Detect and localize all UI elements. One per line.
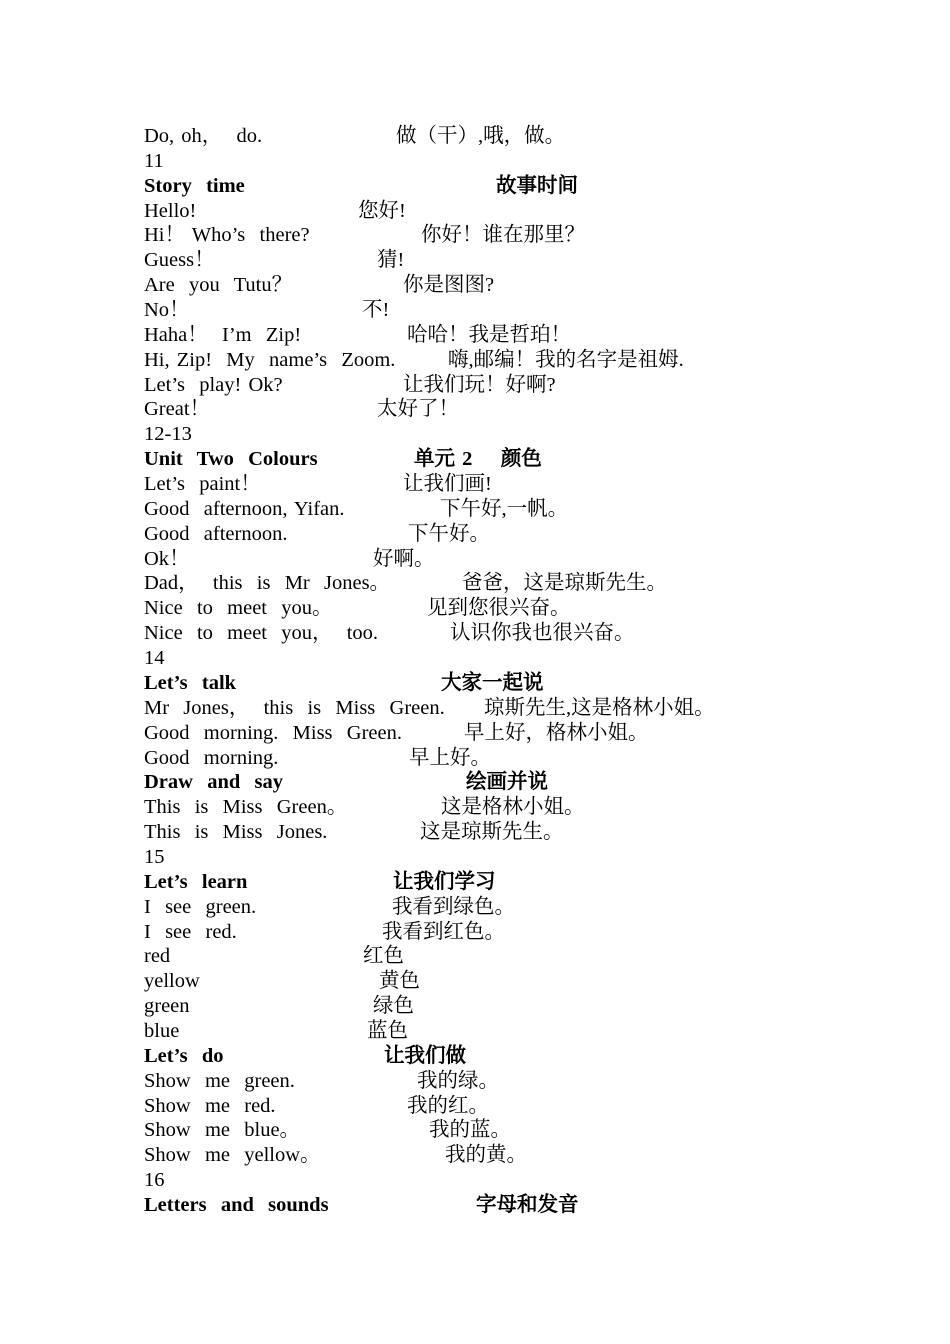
english-text: Let’s do: [144, 1044, 224, 1067]
english-text: Draw and say: [144, 771, 283, 794]
text-line: [144, 298, 390, 323]
english-text: Hello!: [144, 199, 197, 222]
text-line: [144, 920, 505, 945]
text-line: [144, 969, 420, 994]
english-text: Do, oh， do.: [144, 125, 263, 147]
english-text: Show me yellow。: [144, 1144, 321, 1167]
text-line: [144, 348, 684, 373]
chinese-text: 下午好,一帆。: [440, 497, 569, 520]
chinese-text: 哈哈！我是哲珀！: [407, 323, 571, 346]
text-line: [144, 820, 564, 845]
english-text: Hi！ Who’s there?: [144, 224, 310, 247]
text-line: [144, 522, 490, 547]
english-text: Show me green.: [144, 1069, 295, 1092]
chinese-text: 让我们做: [384, 1044, 466, 1067]
chinese-text: 大家一起说: [441, 671, 544, 694]
text-line: [144, 149, 164, 174]
chinese-text: 故事时间: [496, 174, 578, 197]
text-line: [144, 174, 578, 199]
chinese-text: 我的绿。: [417, 1069, 499, 1092]
chinese-text: 您好!: [358, 199, 406, 222]
english-text: Let’s talk: [144, 671, 237, 694]
chinese-text: 我的红。: [407, 1094, 489, 1117]
english-text: Show me red.: [144, 1094, 276, 1117]
chinese-text: 黄色: [379, 970, 420, 993]
english-text: Guess！: [144, 249, 215, 272]
chinese-text: 让我们学习: [393, 870, 496, 893]
text-line: [144, 248, 405, 273]
text-line: [144, 199, 406, 224]
chinese-text: 你好！谁在那里？: [421, 224, 585, 247]
english-text: Story time: [144, 174, 245, 197]
text-line: [144, 845, 165, 870]
chinese-text: 你是图图?: [403, 274, 495, 297]
chinese-text: 认识你我也很兴奋。: [450, 622, 635, 645]
text-line: [144, 621, 635, 646]
text-line: [144, 994, 414, 1019]
english-text: 11: [144, 149, 164, 172]
text-line: [144, 596, 571, 621]
chinese-text: 这是琼斯先生。: [420, 821, 564, 844]
text-line: [144, 721, 649, 746]
text-line: [144, 1118, 511, 1143]
english-text: Good morning.: [144, 746, 279, 769]
chinese-text: 蓝色: [367, 1019, 408, 1042]
chinese-text: 我看到红色。: [382, 920, 505, 943]
chinese-text: 这是格林小姐。: [441, 796, 585, 819]
chinese-text: 字母和发音: [476, 1193, 579, 1216]
text-line: [144, 1168, 165, 1193]
text-line: [144, 1193, 579, 1218]
chinese-text: 红色: [363, 945, 404, 968]
text-line: [144, 571, 667, 596]
english-text: 16: [144, 1169, 165, 1192]
chinese-text: 让我们玩！好啊?: [403, 373, 556, 396]
chinese-text: 绿色: [373, 995, 414, 1018]
chinese-text: 琼斯先生,这是格林小姐。: [484, 696, 715, 719]
english-text: Let’s learn: [144, 870, 248, 893]
text-line: [144, 373, 556, 398]
chinese-text: 太好了！: [377, 398, 459, 421]
text-line: [144, 1044, 466, 1069]
text-line: [144, 323, 571, 348]
english-text: Mr Jones， this is Miss Green.: [144, 696, 445, 719]
english-text: yellow: [144, 970, 200, 993]
text-line: [144, 770, 548, 795]
chinese-text: 单元 2 颜色: [414, 448, 542, 471]
english-text: Unit Two Colours: [144, 448, 318, 471]
english-text: Good afternoon.: [144, 522, 288, 545]
english-text: I see green.: [144, 895, 257, 918]
english-text: 12-13: [144, 423, 192, 446]
english-text: Good morning. Miss Green.: [144, 721, 402, 744]
chinese-text: 让我们画!: [403, 473, 492, 496]
english-text: No！: [144, 299, 190, 322]
text-line: [144, 422, 192, 447]
text-line: [144, 397, 459, 422]
chinese-text: 爸爸，这是琼斯先生。: [462, 572, 667, 595]
text-line: [144, 671, 544, 696]
english-text: 14: [144, 647, 165, 670]
english-text: This is Miss Jones.: [144, 821, 328, 844]
chinese-text: 下午好。: [408, 522, 490, 545]
chinese-text: 早上好。: [409, 746, 491, 769]
chinese-text: 猜!: [377, 249, 405, 272]
english-text: Nice to meet you， too.: [144, 622, 379, 645]
text-line: [144, 746, 491, 771]
english-text: blue: [144, 1019, 180, 1042]
text-line: [144, 646, 165, 671]
english-text: Letters and sounds: [144, 1193, 329, 1216]
chinese-text: 不!: [362, 299, 390, 322]
text-line: [144, 447, 542, 472]
english-text: Ok！: [144, 547, 190, 570]
english-text: green: [144, 995, 190, 1018]
text-line: [144, 1019, 408, 1044]
text-line: [144, 223, 585, 248]
chinese-text: 绘画并说: [466, 771, 548, 794]
text-line: [144, 472, 492, 497]
text-line: [144, 696, 715, 721]
text-line: [144, 1094, 489, 1119]
english-text: Hi, Zip! My name’s Zoom.: [144, 348, 396, 371]
text-line: [144, 547, 435, 572]
text-line: [144, 1143, 527, 1168]
english-text: Are you Tutu？: [144, 274, 293, 297]
english-text: Haha！ I’m Zip!: [144, 323, 302, 346]
english-text: Let’s paint！: [144, 473, 261, 496]
english-text: This is Miss Green。: [144, 796, 348, 819]
english-text: Great！: [144, 398, 211, 421]
english-text: red: [144, 945, 171, 968]
chinese-text: 早上好，格林小姐。: [464, 721, 649, 744]
chinese-text: 我的蓝。: [429, 1119, 511, 1142]
text-line: [144, 124, 566, 149]
english-text: I see red.: [144, 920, 237, 943]
chinese-text: 嗨,邮编！我的名字是祖姆.: [448, 348, 684, 371]
english-text: 15: [144, 845, 165, 868]
text-line: [144, 497, 569, 522]
text-line: [144, 895, 515, 920]
english-text: Let’s play! Ok?: [144, 373, 283, 396]
text-line: [144, 1069, 499, 1094]
chinese-text: 做（干）,哦，做。: [396, 125, 566, 147]
text-line: [144, 870, 496, 895]
english-text: Dad， this is Mr Jones。: [144, 572, 391, 595]
chinese-text: 好啊。: [373, 547, 435, 570]
english-text: Show me blue。: [144, 1119, 301, 1142]
text-line: [144, 273, 495, 298]
text-line: [144, 795, 585, 820]
chinese-text: 见到您很兴奋。: [427, 597, 571, 620]
text-line: [144, 944, 404, 969]
english-text: Nice to meet you。: [144, 597, 333, 620]
chinese-text: 我的黄。: [445, 1144, 527, 1167]
english-text: Good afternoon, Yifan.: [144, 497, 345, 520]
chinese-text: 我看到绿色。: [392, 895, 515, 918]
